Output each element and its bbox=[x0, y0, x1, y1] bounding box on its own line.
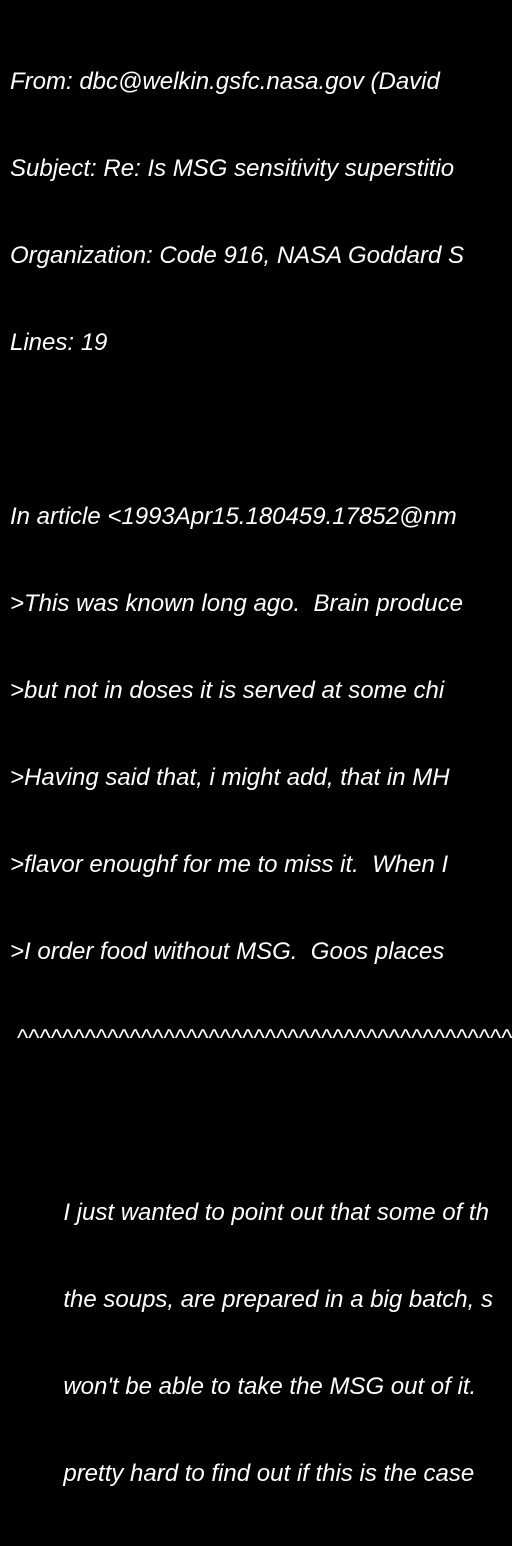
attribution-line: In article <1993Apr15.180459.17852@nm bbox=[10, 503, 457, 530]
reply-line: pretty hard to find out if this is the case bbox=[10, 1460, 475, 1487]
reply-line: won't be able to take the MSG out of it. bbox=[10, 1373, 477, 1400]
blank-line bbox=[10, 415, 512, 444]
quoted-line: >I order food without MSG. Goos places bbox=[10, 938, 445, 965]
reply-line: the soups, are prepared in a big batch, s bbox=[10, 1286, 493, 1313]
caret-line: ^^^^^^^^^^^^^^^^^^^^^^^^^^^^^^^^^^^^^^^^^^^^ bbox=[10, 1025, 512, 1052]
header-from: From: dbc@welkin.gsfc.nasa.gov (David bbox=[10, 68, 440, 95]
message-text bbox=[10, 9, 512, 1546]
header-lines: Lines: 19 bbox=[10, 329, 108, 356]
blank-line bbox=[10, 1111, 512, 1140]
quoted-line: >Having said that, i might add, that in MH bbox=[10, 764, 450, 791]
quoted-line: >flavor enoughf for me to miss it. When I bbox=[10, 851, 449, 878]
header-subject: Subject: Re: Is MSG sensitivity superstitio bbox=[10, 155, 455, 182]
reply-line: I just wanted to point out that some of th bbox=[10, 1199, 489, 1226]
quoted-line: >This was known long ago. Brain produce bbox=[10, 590, 463, 617]
header-organization: Organization: Code 916, NASA Goddard S bbox=[10, 242, 465, 269]
quoted-line: >but not in doses it is served at some chi bbox=[10, 677, 445, 704]
